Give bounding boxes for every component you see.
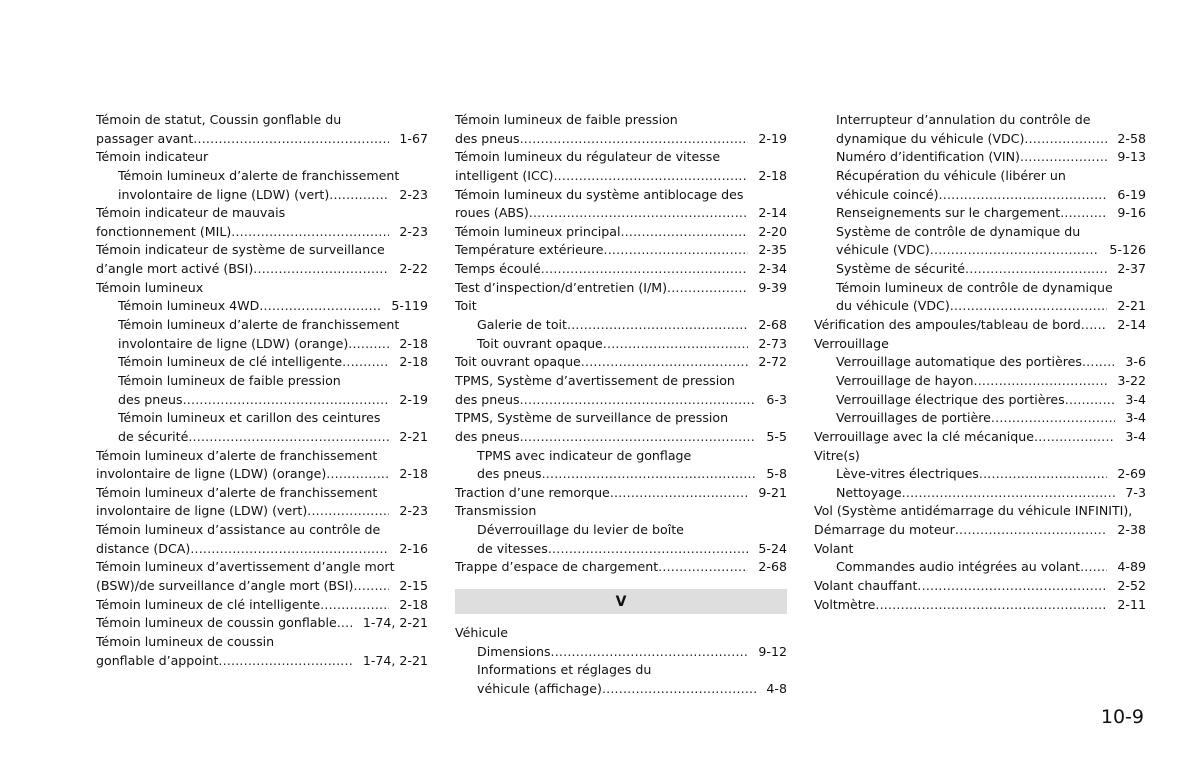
entry-text: Récupération du véhicule (libérer un [836, 167, 1066, 183]
dot-leader [520, 130, 749, 149]
page-reference: 2-18 [399, 354, 428, 370]
entry-text: Déverrouillage du levier de boîte [477, 522, 684, 538]
index-entry [814, 521, 1146, 540]
page-reference: 6-3 [766, 391, 787, 407]
dot-leader [1060, 204, 1107, 223]
index-subentry [814, 297, 1146, 316]
dot-leader [603, 335, 749, 354]
entry-text: Témoin lumineux de contrôle de dynamique [836, 279, 1113, 295]
entry-text: Voltmètre [814, 596, 876, 612]
dot-leader [218, 652, 352, 671]
dot-leader [1080, 558, 1107, 577]
entry-text: de sécurité [118, 428, 189, 444]
page-reference: 2-14 [1117, 317, 1146, 333]
page-reference: 3-6 [1125, 354, 1146, 370]
index-subentry [814, 241, 1146, 260]
dot-leader [939, 186, 1108, 205]
entry-text: Témoin lumineux d’avertissement d’angle mort [96, 559, 395, 575]
index-subentry [455, 521, 787, 540]
page-reference: 2-20 [758, 223, 787, 239]
entry-text: véhicule (VDC) [836, 242, 930, 258]
page-number: 10-9 [1100, 706, 1144, 728]
page-reference: 1-74, 2-21 [362, 615, 428, 631]
page-reference: 2-11 [1117, 596, 1146, 612]
entry-text: Numéro d’identification (VIN) [836, 149, 1020, 165]
index-subentry [814, 186, 1146, 205]
entry-text: Démarrage du moteur [814, 522, 955, 538]
entry-text: Témoin lumineux de faible pression [118, 372, 341, 388]
entry-text: Système de sécurité [836, 261, 966, 277]
entry-text: (BSW)/de surveillance d’angle mort (BSI) [96, 578, 354, 594]
dot-leader [551, 643, 749, 662]
index-entry [96, 223, 428, 242]
page-reference: 1-74, 2-21 [362, 652, 428, 668]
dot-leader [348, 335, 389, 354]
entry-text: Galerie de toit [477, 317, 567, 333]
entry-text: Test d’inspection/d’entretien (I/M) [455, 279, 668, 295]
index-entry [455, 167, 787, 186]
entry-text: Témoin lumineux et carillon des ceintures [118, 410, 381, 426]
index-entry [96, 596, 428, 615]
entry-text: Vol (Système antidémarrage du véhicule INFINITI), [814, 503, 1133, 519]
dot-leader [320, 596, 389, 615]
page-reference: 2-68 [758, 317, 787, 333]
dot-leader [342, 353, 389, 372]
page-reference: 4-8 [766, 680, 787, 696]
dot-leader [190, 540, 389, 559]
dot-leader [955, 521, 1108, 540]
page-reference: 2-38 [1117, 522, 1146, 538]
dot-leader [991, 409, 1116, 428]
page-reference: 3-4 [1125, 428, 1146, 444]
index-entry [455, 624, 787, 643]
dot-leader [529, 204, 749, 223]
index-subentry [455, 540, 787, 559]
page-reference: 2-15 [399, 578, 428, 594]
entry-text: Volant chauffant [814, 578, 918, 594]
index-subentry [814, 409, 1146, 428]
page-reference: 5-8 [766, 466, 787, 482]
index-subentry [814, 391, 1146, 410]
entry-text: Vérification des ampoules/tableau de bord [814, 317, 1081, 333]
dot-leader [307, 502, 389, 521]
dot-leader [1081, 316, 1108, 335]
section-letter-header: V [455, 589, 787, 614]
entry-text: distance (DCA) [96, 540, 191, 556]
page-reference: 9-21 [758, 484, 787, 500]
page-reference: 5-5 [766, 428, 787, 444]
index-entry [455, 428, 787, 447]
index-subentry [455, 465, 787, 484]
index-subentry [96, 316, 428, 335]
index-subentry [455, 661, 787, 680]
page-reference: 9-13 [1117, 149, 1146, 165]
dot-leader [950, 297, 1108, 316]
entry-text: Témoin lumineux d’alerte de franchissement [118, 317, 400, 333]
dot-leader [1034, 428, 1115, 447]
index-entry [455, 186, 787, 205]
dot-leader [520, 428, 757, 447]
index-entry [455, 130, 787, 149]
index-entry [96, 279, 428, 298]
entry-text: involontaire de ligne (LDW) (orange) [96, 466, 327, 482]
dot-leader [541, 260, 749, 279]
entry-text: fonctionnement (MIL) [96, 223, 232, 239]
index-subentry [814, 260, 1146, 279]
index-entry [96, 130, 428, 149]
index-subentry [96, 186, 428, 205]
entry-text: Verrouillage avec la clé mécanique [814, 428, 1034, 444]
index-subentry [455, 335, 787, 354]
entry-text: véhicule coincé) [836, 186, 939, 202]
dot-leader [1020, 148, 1107, 167]
entry-text: Système de contrôle de dynamique du [836, 223, 1081, 239]
index-entry [814, 316, 1146, 335]
index-entry [814, 577, 1146, 596]
index-entry [96, 148, 428, 167]
entry-text: roues (ABS) [455, 205, 529, 221]
entry-text: involontaire de ligne (LDW) (orange) [118, 335, 349, 351]
page-reference: 5-119 [391, 298, 428, 314]
index-entry [96, 465, 428, 484]
page-reference: 2-22 [399, 261, 428, 277]
dot-leader [542, 465, 757, 484]
index-subentry [96, 409, 428, 428]
dot-leader [973, 372, 1107, 391]
dot-leader [326, 465, 389, 484]
entry-text: Véhicule [455, 625, 509, 641]
page-reference: 2-72 [758, 354, 787, 370]
page-reference: 2-35 [758, 242, 787, 258]
dot-leader [188, 428, 389, 447]
entry-text: Dimensions [477, 643, 551, 659]
index-entry [96, 502, 428, 521]
index-entry [814, 540, 1146, 559]
page-reference: 9-12 [758, 643, 787, 659]
entry-text: des pneus [455, 130, 520, 146]
dot-leader [353, 577, 389, 596]
index-subentry [96, 335, 428, 354]
entry-text: Verrouillages de portière [836, 410, 991, 426]
entry-text: involontaire de ligne (LDW) (vert) [96, 503, 308, 519]
page-reference: 2-69 [1117, 466, 1146, 482]
dot-leader [193, 130, 389, 149]
index-entry [455, 279, 787, 298]
entry-text: TPMS, Système de surveillance de pression [455, 410, 729, 426]
entry-text: Trappe d’espace de chargement [455, 559, 659, 575]
index-entry [814, 335, 1146, 354]
index-subentry [814, 167, 1146, 186]
entry-text: Transmission [455, 503, 537, 519]
entry-text: Témoin lumineux du régulateur de vitesse [455, 149, 721, 165]
page-reference: 2-18 [399, 466, 428, 482]
page-reference: 2-19 [758, 130, 787, 146]
entry-text: Témoin lumineux de coussin gonflable [96, 615, 337, 631]
dot-leader [1065, 391, 1116, 410]
index-entry [96, 521, 428, 540]
index-entry [96, 111, 428, 130]
index-column-1 [96, 111, 428, 670]
index-entry [455, 502, 787, 521]
index-entry [455, 204, 787, 223]
index-subentry [814, 558, 1146, 577]
entry-text: Commandes audio intégrées au volant [836, 559, 1081, 575]
page-reference: 6-19 [1117, 186, 1146, 202]
entry-text: Verrouillage électrique des portières [836, 391, 1065, 407]
index-entry [96, 652, 428, 671]
entry-text: Vitre(s) [814, 447, 860, 463]
dot-leader [231, 223, 389, 242]
entry-text: des pneus [455, 428, 520, 444]
index-subentry [96, 391, 428, 410]
entry-text: Informations et réglages du [477, 662, 652, 678]
index-entry [96, 484, 428, 503]
entry-text: Témoin lumineux d’alerte de franchissement [96, 447, 378, 463]
entry-text: d’angle mort activé (BSI) [96, 261, 254, 277]
page-reference: 2-19 [399, 391, 428, 407]
index-entry [455, 260, 787, 279]
page-reference: 2-23 [399, 503, 428, 519]
page-reference: 2-16 [399, 540, 428, 556]
index-entry [96, 204, 428, 223]
entry-text: Verrouillage [814, 335, 889, 351]
page-reference: 5-126 [1109, 242, 1146, 258]
entry-text: véhicule (affichage) [477, 680, 602, 696]
index-subentry [96, 372, 428, 391]
index-subentry [455, 680, 787, 699]
index-subentry [455, 643, 787, 662]
page-reference: 2-21 [1117, 298, 1146, 314]
entry-text: Témoin lumineux 4WD [118, 298, 260, 314]
index-entry [96, 633, 428, 652]
page-reference: 3-4 [1125, 410, 1146, 426]
entry-text: gonflable d’appoint [96, 652, 219, 668]
index-entry [96, 540, 428, 559]
index-entry [455, 558, 787, 577]
dot-leader [553, 167, 748, 186]
index-entry [814, 596, 1146, 615]
index-subentry [814, 111, 1146, 130]
index-entry [455, 372, 787, 391]
index-column-3 [814, 111, 1146, 614]
page-reference: 9-39 [758, 279, 787, 295]
dot-leader [902, 484, 1116, 503]
index-entry [96, 577, 428, 596]
page-reference: 2-18 [399, 335, 428, 351]
dot-leader [548, 540, 749, 559]
page-reference: 2-73 [758, 335, 787, 351]
entry-text: Témoin lumineux principal [455, 223, 621, 239]
entry-text: Toit ouvrant opaque [477, 335, 603, 351]
dot-leader [917, 577, 1107, 596]
dot-leader [581, 353, 749, 372]
entry-text: Témoin lumineux de coussin [96, 633, 275, 649]
entry-text: Lève-vitres électriques [836, 466, 979, 482]
page-reference: 4-89 [1117, 559, 1146, 575]
entry-text: Témoin lumineux du système antiblocage des [455, 186, 744, 202]
entry-text: Verrouillage automatique des portières [836, 354, 1082, 370]
index-entry [455, 111, 787, 130]
index-entry [455, 353, 787, 372]
page-reference: 2-58 [1117, 130, 1146, 146]
page-reference: 3-22 [1117, 372, 1146, 388]
index-subentry [96, 428, 428, 447]
page-reference: 2-18 [399, 596, 428, 612]
entry-text: des pneus [118, 391, 183, 407]
index-subentry [814, 279, 1146, 298]
index-subentry [814, 223, 1146, 242]
index-subentry [814, 465, 1146, 484]
entry-text: de vitesses [477, 540, 548, 556]
index-subentry [814, 484, 1146, 503]
page-reference: 2-23 [399, 186, 428, 202]
dot-leader [183, 391, 390, 410]
index-subentry [814, 130, 1146, 149]
entry-text: passager avant [96, 130, 194, 146]
entry-text: Témoin lumineux d’alerte de franchissement [96, 484, 378, 500]
index-subentry [814, 148, 1146, 167]
entry-text: Témoin lumineux [96, 279, 204, 295]
entry-text: Témoin lumineux de clé intelligente [118, 354, 343, 370]
dot-leader [1082, 353, 1115, 372]
index-entry [96, 447, 428, 466]
index-subentry [455, 447, 787, 466]
entry-text: Interrupteur d’annulation du contrôle de [836, 112, 1091, 127]
entry-text: TPMS, Système d’avertissement de pression [455, 372, 735, 388]
index-entry [455, 241, 787, 260]
page-reference: 3-4 [1125, 391, 1146, 407]
page-reference: 7-3 [1125, 484, 1146, 500]
dot-leader [602, 680, 756, 699]
entry-text: du véhicule (VDC) [836, 298, 950, 314]
page-reference: 2-52 [1117, 578, 1146, 594]
entry-text: Verrouillage de hayon [836, 372, 974, 388]
entry-text: Volant [814, 540, 854, 556]
entry-text: Témoin indicateur de système de surveillance [96, 242, 385, 258]
dot-leader [337, 614, 353, 633]
index-entry [455, 223, 787, 242]
dot-leader [259, 297, 381, 316]
entry-text: Témoin de statut, Coussin gonflable du [96, 112, 342, 127]
entry-text: Témoin indicateur de mauvais [96, 205, 286, 221]
entry-text: Témoin lumineux d’alerte de franchissement [118, 167, 400, 183]
index-subentry [814, 353, 1146, 372]
index-subentry [96, 297, 428, 316]
index-entry [455, 484, 787, 503]
dot-leader [965, 260, 1107, 279]
index-entry [96, 558, 428, 577]
index-entry [96, 614, 428, 633]
dot-leader [620, 223, 748, 242]
entry-text: des pneus [477, 466, 542, 482]
entry-text: TPMS avec indicateur de gonflage [477, 447, 692, 463]
entry-text: involontaire de ligne (LDW) (vert) [118, 186, 330, 202]
index-subentry [455, 316, 787, 335]
index-entry [96, 241, 428, 260]
page-reference: 2-21 [399, 428, 428, 444]
entry-text: Témoin indicateur [96, 149, 209, 165]
index-subentry [96, 353, 428, 372]
dot-leader [667, 279, 748, 298]
page-reference: 2-68 [758, 559, 787, 575]
dot-leader [604, 241, 749, 260]
dot-leader [1024, 130, 1107, 149]
entry-text: Témoin lumineux de clé intelligente [96, 596, 321, 612]
entry-text: Toit [455, 298, 477, 314]
page-reference: 1-67 [399, 130, 428, 146]
page-reference: 2-23 [399, 223, 428, 239]
entry-text: Température extérieure [455, 242, 604, 258]
index-entry [814, 428, 1146, 447]
dot-leader [930, 241, 1100, 260]
entry-text: Témoin lumineux de faible pression [455, 112, 678, 127]
index-column-2 [455, 111, 787, 699]
entry-text: Témoin lumineux d’assistance au contrôle de [96, 522, 381, 538]
dot-leader [253, 260, 389, 279]
entry-text: Renseignements sur le chargement [836, 205, 1061, 221]
index-entry [455, 409, 787, 428]
entry-text: Temps écoulé [455, 261, 541, 277]
entry-text: Nettoyage [836, 484, 902, 500]
index-subentry [96, 167, 428, 186]
index-entry [814, 502, 1146, 521]
index-entry [455, 297, 787, 316]
entry-text: dynamique du véhicule (VDC) [836, 130, 1025, 146]
page-reference: 5-24 [758, 540, 787, 556]
dot-leader [520, 391, 757, 410]
entry-text: intelligent (ICC) [455, 167, 554, 183]
index-entry [455, 148, 787, 167]
dot-leader [875, 596, 1107, 615]
page-reference: 2-18 [758, 167, 787, 183]
index-subentry [814, 204, 1146, 223]
dot-leader [658, 558, 748, 577]
entry-text: des pneus [455, 391, 520, 407]
index-entry [814, 447, 1146, 466]
dot-leader [979, 465, 1108, 484]
index-entry [455, 391, 787, 410]
entry-text: Toit ouvrant opaque [455, 354, 581, 370]
dot-leader [567, 316, 748, 335]
page-reference: 2-14 [758, 205, 787, 221]
index-entry [96, 260, 428, 279]
page-reference: 2-37 [1117, 261, 1146, 277]
entry-text: Traction d’une remorque [455, 484, 610, 500]
dot-leader [610, 484, 749, 503]
page-reference: 9-16 [1117, 205, 1146, 221]
page-reference: 2-34 [758, 261, 787, 277]
index-subentry [814, 372, 1146, 391]
dot-leader [329, 186, 389, 205]
